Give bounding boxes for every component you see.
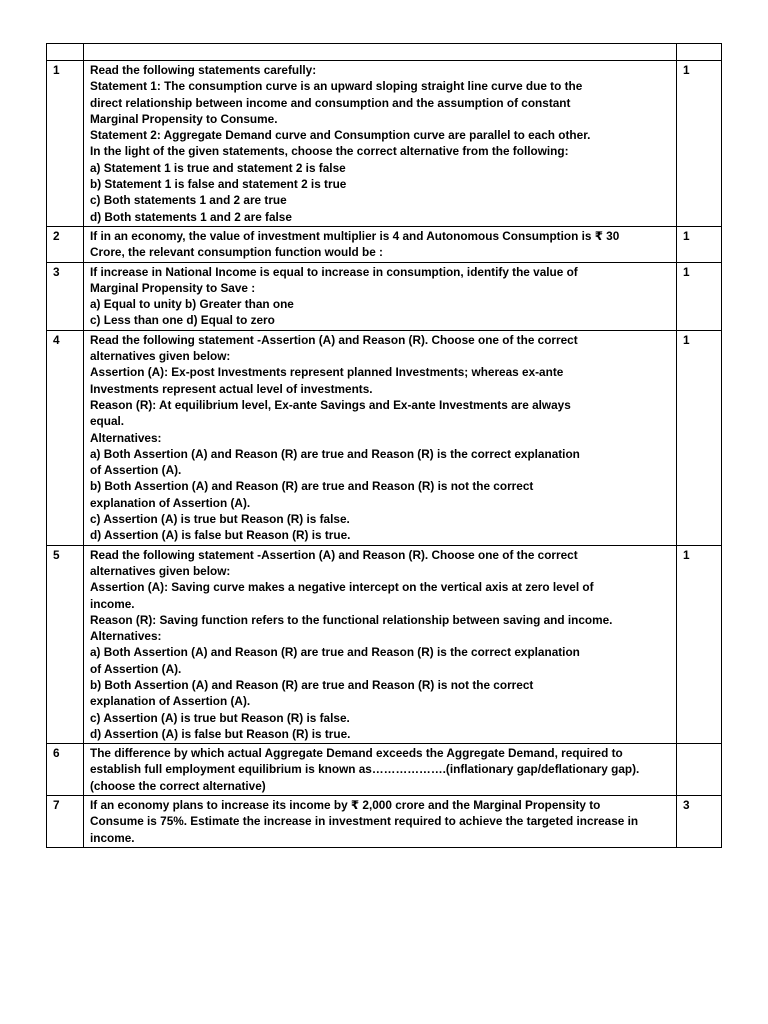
question-text-cell (84, 796, 677, 848)
question-text-cell (84, 262, 677, 330)
table-row (47, 796, 722, 848)
table-row (47, 262, 722, 330)
question-text-line: direct relationship between income and consumption and the assumption of constant (90, 95, 571, 110)
question-text-line: income. (90, 830, 135, 845)
question-text-line: Investments represent actual level of investments. (90, 381, 373, 396)
question-text-cell (84, 744, 677, 796)
question-text-line: c) Both statements 1 and 2 are true (90, 193, 287, 208)
question-text-line: a) Statement 1 is true and statement 2 is false (90, 160, 346, 175)
question-text-line: Read the following statements carefully: (90, 63, 317, 77)
question-marks (677, 744, 722, 796)
question-text-line: b) Both Assertion (A) and Reason (R) are true and Reason (R) is not the correct (90, 677, 534, 692)
question-number: 3 (47, 262, 84, 330)
question-text-line: c) Assertion (A) is true but Reason (R) is false. (90, 512, 350, 527)
question-text-line: of Assertion (A). (90, 463, 182, 478)
question-text-line: d) Assertion (A) is false but Reason (R) is true. (90, 528, 351, 543)
question-text-line: c) Assertion (A) is true but Reason (R) is false. (90, 710, 350, 725)
question-marks: 1 (677, 545, 722, 744)
question-number: 6 (47, 744, 84, 796)
question-marks: 1 (677, 262, 722, 330)
question-text-line: a) Both Assertion (A) and Reason (R) are true and Reason (R) is the correct explanation (90, 645, 580, 660)
question-text-line: The difference by which actual Aggregate Demand exceeds the Aggregate Demand, required to (90, 746, 623, 761)
question-text-line: c) Less than one d) Equal to zero (90, 313, 275, 328)
question-text-line: d) Assertion (A) is false but Reason (R) is true. (90, 726, 351, 741)
question-text-line: Marginal Propensity to Save : (90, 280, 256, 295)
header-number-cell (47, 44, 84, 61)
question-marks: 1 (677, 226, 722, 262)
question-text-line: If an economy plans to increase its income by ₹ 2,000 crore and the Marginal Propensity to (90, 798, 601, 813)
question-number: 4 (47, 330, 84, 545)
question-text-cell (84, 226, 677, 262)
question-text-line: Read the following statement -Assertion (A) and Reason (R). Choose one of the correct (90, 547, 578, 562)
question-text-line: Assertion (A): Saving curve makes a negative intercept on the vertical axis at zero level of (90, 580, 594, 595)
question-text-cell (84, 545, 677, 744)
question-text-line: explanation of Assertion (A). (90, 495, 251, 510)
question-text-line: Statement 2: Aggregate Demand curve and Consumption curve are parallel to each other. (90, 128, 591, 143)
question-text-line: a) Equal to unity b) Greater than one (90, 297, 294, 312)
question-text-line: If in an economy, the value of investment multiplier is 4 and Autonomous Consumption is ₹ 30 (90, 228, 620, 243)
question-text-line: alternatives given below: (90, 563, 231, 578)
question-text-line: Crore, the relevant consumption function would be : (90, 245, 383, 260)
question-number: 5 (47, 545, 84, 744)
question-text-line: Consume is 75%. Estimate the increase in investment required to achieve the targeted increase in (90, 814, 639, 829)
question-text-cell (84, 61, 677, 227)
questions-table-body (47, 44, 722, 848)
question-text-line: If increase in National Income is equal to increase in consumption, identify the value of (90, 264, 578, 279)
question-marks: 1 (677, 61, 722, 227)
table-row (47, 61, 722, 227)
question-text-line: a) Both Assertion (A) and Reason (R) are true and Reason (R) is the correct explanation (90, 446, 580, 461)
question-text-line: Reason (R): Saving function refers to the functional relationship between saving and income. (90, 612, 613, 627)
question-text-line: income. (90, 596, 135, 611)
question-number: 1 (47, 61, 84, 227)
table-row (47, 744, 722, 796)
question-text-cell (84, 330, 677, 545)
question-text-line: explanation of Assertion (A). (90, 694, 251, 709)
question-text-line: of Assertion (A). (90, 661, 182, 676)
question-marks: 1 (677, 330, 722, 545)
questions-table (46, 43, 722, 848)
question-text-line: In the light of the given statements, choose the correct alternative from the following: (90, 144, 569, 159)
question-text-line: Read the following statement -Assertion (A) and Reason (R). Choose one of the correct (90, 332, 578, 347)
table-row (47, 545, 722, 744)
question-marks: 3 (677, 796, 722, 848)
question-text-line: equal. (90, 414, 125, 429)
table-row (47, 226, 722, 262)
question-text-line: establish full employment equilibrium is known as……………….(inflationary gap/deflationary gap). (90, 762, 640, 777)
header-marks-cell (677, 44, 722, 61)
question-text-line: Alternatives: (90, 629, 162, 644)
header-question-cell (84, 44, 677, 61)
table-header-row (47, 44, 722, 61)
question-paper (46, 43, 722, 848)
question-number: 2 (47, 226, 84, 262)
question-text-line: b) Both Assertion (A) and Reason (R) are true and Reason (R) is not the correct (90, 479, 534, 494)
question-text-line: Assertion (A): Ex-post Investments represent planned Investments; whereas ex-ante (90, 365, 564, 380)
question-text-line: d) Both statements 1 and 2 are false (90, 209, 292, 224)
question-text-line: Alternatives: (90, 430, 162, 445)
question-text-line: (choose the correct alternative) (90, 778, 266, 793)
question-text-line: b) Statement 1 is false and statement 2 is true (90, 177, 347, 192)
question-number: 7 (47, 796, 84, 848)
question-text-line: alternatives given below: (90, 349, 231, 364)
table-row (47, 330, 722, 545)
question-text-line: Marginal Propensity to Consume. (90, 111, 278, 126)
question-text-line: Statement 1: The consumption curve is an upward sloping straight line curve due to the (90, 79, 583, 94)
question-text-line: Reason (R): At equilibrium level, Ex-ante Savings and Ex-ante Investments are always (90, 397, 571, 412)
